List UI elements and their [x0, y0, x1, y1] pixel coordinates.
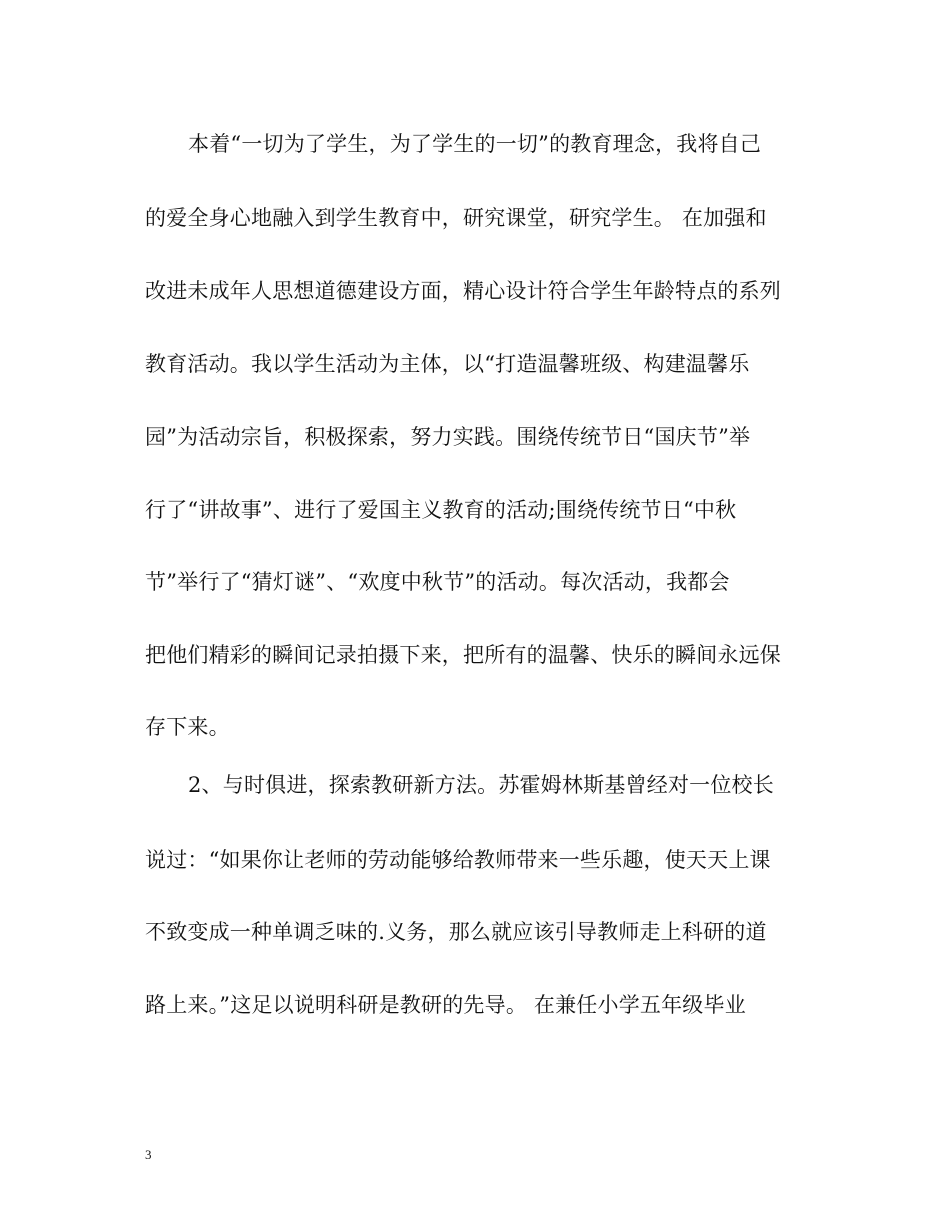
page-number: 3 — [145, 1147, 152, 1162]
paragraph-2-line-2: 说过：“如果你让老师的劳动能够给教师带来一些乐趣，使天天上课 — [145, 848, 771, 872]
paragraph-1-line-5: 园”为活动宗旨，积极探索，努力实践。围绕传统节日“国庆节”举 — [145, 425, 751, 449]
paragraph-1-line-8: 把他们精彩的瞬间记录拍摄下来，把所有的温馨、快乐的瞬间永远保 — [145, 643, 781, 667]
paragraph-1-line-6: 行了“讲故事”、进行了爱国主义教育的活动;围绕传统节日“中秋 — [145, 498, 737, 522]
paragraph-1-line-7: 节”举行了“猜灯谜”、“欢度中秋节”的活动。每次活动，我都会 — [145, 570, 730, 594]
paragraph-2-line-3: 不致变成一种单调乏味的.义务，那么就应该引导教师走上科研的道 — [145, 920, 767, 944]
paragraph-1-line-1: 本着“一切为了学生，为了学生的一切”的教育理念，我将自己 — [188, 132, 762, 156]
paragraph-1-line-4: 教育活动。我以学生活动为主体，以“打造温馨班级、构建温馨乐 — [145, 352, 750, 376]
paragraph-1-line-9: 存下来。 — [145, 715, 230, 739]
paragraph-1-line-3: 改进未成年人思想道德建设方面，精心设计符合学生年龄特点的系列 — [145, 279, 781, 303]
paragraph-2-line-4: 路上来。”这足以说明科研是教研的先导。 在兼任小学五年级毕业 — [145, 993, 746, 1017]
paragraph-2-line-1: 2、与时俱进，探索教研新方法。苏霍姆林斯基曾经对一位校长 — [188, 773, 774, 797]
paragraph-1-line-2: 的爱全身心地融入到学生教育中，研究课堂，研究学生。 在加强和 — [145, 206, 767, 230]
